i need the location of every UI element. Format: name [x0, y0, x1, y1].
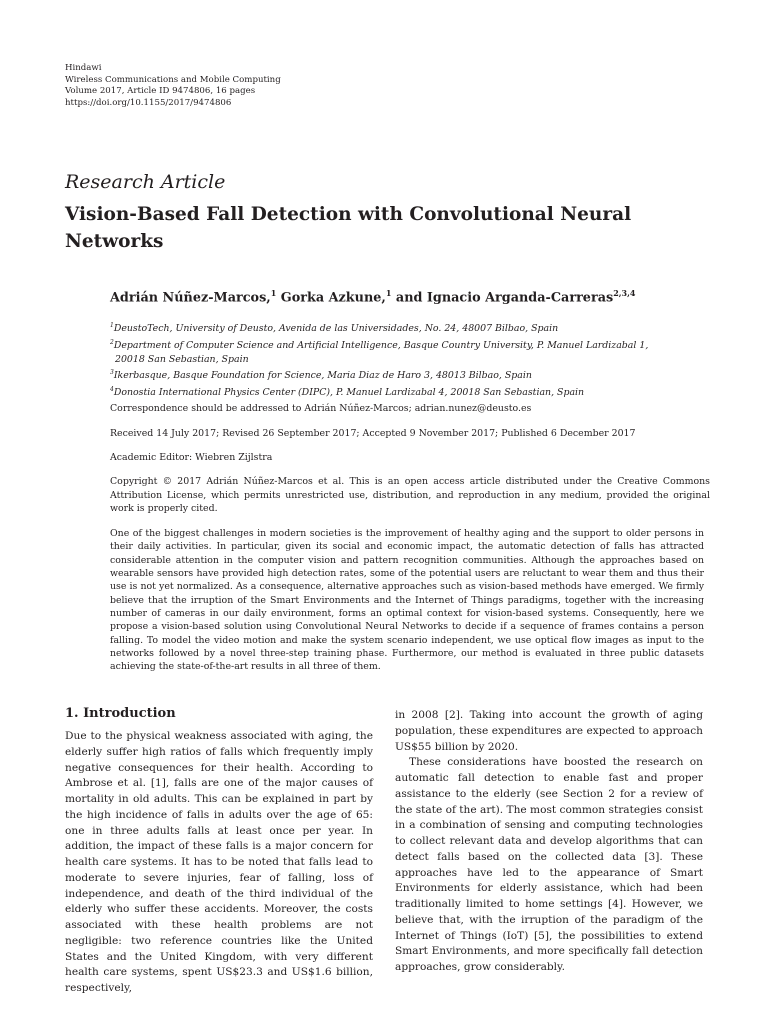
journal-name: Wireless Communications and Mobile Computing — [65, 74, 281, 85]
correspondence-note: Correspondence should be addressed to Adrián Núñez-Marcos; adrian.nunez@deusto.es — [110, 403, 532, 414]
paragraph: in 2008 [2]. Taking into account the growth of aging population, these expenditures are expected to approach US$55 billion by 2020. — [395, 709, 703, 753]
section-heading: 1. Introduction — [65, 706, 176, 721]
author-affiliation-marker: 2,3,4 — [613, 288, 636, 298]
journal-header — [65, 63, 281, 109]
body-column-right — [395, 708, 703, 976]
author-name: and Ignacio Arganda-Carreras — [391, 290, 614, 306]
article-title: Vision-Based Fall Detection with Convolutional Neural Networks — [65, 204, 632, 252]
affiliation-item: $^2$Department of Computer Science and Artificial Intelligence, Basque Country University, P. Manuel Lardizabal 1, — [110, 338, 649, 351]
affiliation-item: $^4$Donostia International Physics Center (DIPC), P. Manuel Lardizabal 4, 20018 San Sebastian, Spain — [110, 386, 585, 399]
author-list — [110, 288, 635, 305]
affiliation-item: $^1$DeustoTech, University of Deusto, Avenida de las Universidades, No. 24, 48007 Bilbao, Spain — [110, 322, 559, 335]
body-column-left — [65, 729, 373, 997]
doi-link[interactable]: https://doi.org/10.1155/2017/9474806 — [65, 97, 232, 108]
affiliation-item: $^3$Ikerbasque, Basque Foundation for Science, Maria Diaz de Haro 3, 48013 Bilbao, Spain — [110, 369, 532, 382]
author-name: Adrián Núñez-Marcos, — [110, 290, 271, 306]
paragraph: Due to the physical weakness associated with aging, the elderly suffer high ratios of falls which frequently imply negative consequences for their health. According to Ambrose et al. [1], falls are one of the major causes of mortality in old adults. This can be explained in part by the high incidence of falls in adults over the age of 65: one in three adults falls at least once per year. In addition, the impact of these falls is a major concern for health care systems. It has to be noted that falls lead to moderate to severe injuries, fear of falling, loss of independence, and death of the third individual of the elderly who suffer these accidents. Moreover, the costs associated with these health problems are not negligible: two reference countries like the United States and the United Kingdom, with very different health care systems, spent US$23.3 and US$1.6 billion, respectively, — [65, 730, 373, 994]
abstract: One of the biggest challenges in modern societies is the improvement of healthy aging and the support to older persons in their daily activities. In particular, given its social and economic impact, the automatic detection of falls has attracted considerable attention in the computer vision and pattern recognition communities. Although the approaches based on wearable sensors have provided high detection rates, some of the potential users are reluctant to wear them and thus their use is not yet normalized. As a consequence, alternative approaches such as vision-based methods have emerged. We firmly believe that the irruption of the Smart Environments and the Internet of Things paradigms, together with the increasing number of cameras in our daily environment, forms an optimal context for vision-based systems. Consequently, here we propose a vision-based solution using Convolutional Neural Networks to decide if a sequence of frames contains a person falling. To model the video motion and make the system scenario independent, we use optical flow images as input to the networks followed by a novel three-step training phase. Furthermore, our method is evaluated in three public datasets achieving the state-of-the-art results in all three of them. — [110, 528, 704, 673]
affiliation-list — [110, 319, 710, 400]
author-affiliation-marker: 1 — [385, 288, 392, 298]
publisher-name: Hindawi — [65, 63, 102, 73]
academic-editor: Academic Editor: Wiebren Zijlstra — [110, 452, 273, 463]
affiliation-item-continued: 20018 San Sebastian, Spain — [115, 353, 249, 365]
publication-dates: Received 14 July 2017; Revised 26 September 2017; Accepted 9 November 2017; Published 6 December 2017 — [110, 428, 636, 439]
article-type: Research Article — [65, 171, 226, 193]
copyright-notice: Copyright © 2017 Adrián Núñez-Marcos et al. This is an open access article distributed under the Creative Commons Attribution License, which permits unrestricted use, distribution, and reproduction in any medium, provided the original work is properly cited. — [110, 476, 710, 514]
volume-info: Volume 2017, Article ID 9474806, 16 pages — [65, 86, 256, 97]
author-name: Gorka Azkune, — [276, 290, 386, 306]
author-affiliation-marker: 1 — [270, 288, 277, 298]
paragraph: These considerations have boosted the research on automatic fall detection to enable fast and proper assistance to the elderly (see Section 2 for a review of the state of the art). The most common strategies consist in a combination of sensing and computing technologies to collect relevant data and develop algorithms that can detect falls based on the collected data [3]. These approaches have led to the appearance of Smart Environments for elderly assistance, which had been traditionally limited to home settings [4]. However, we believe that, with the irruption of the paradigm of the Internet of Things (IoT) [5], the possibilities to extend Smart Environments, and more specifically fall detection approaches, grow considerably. — [395, 756, 703, 973]
